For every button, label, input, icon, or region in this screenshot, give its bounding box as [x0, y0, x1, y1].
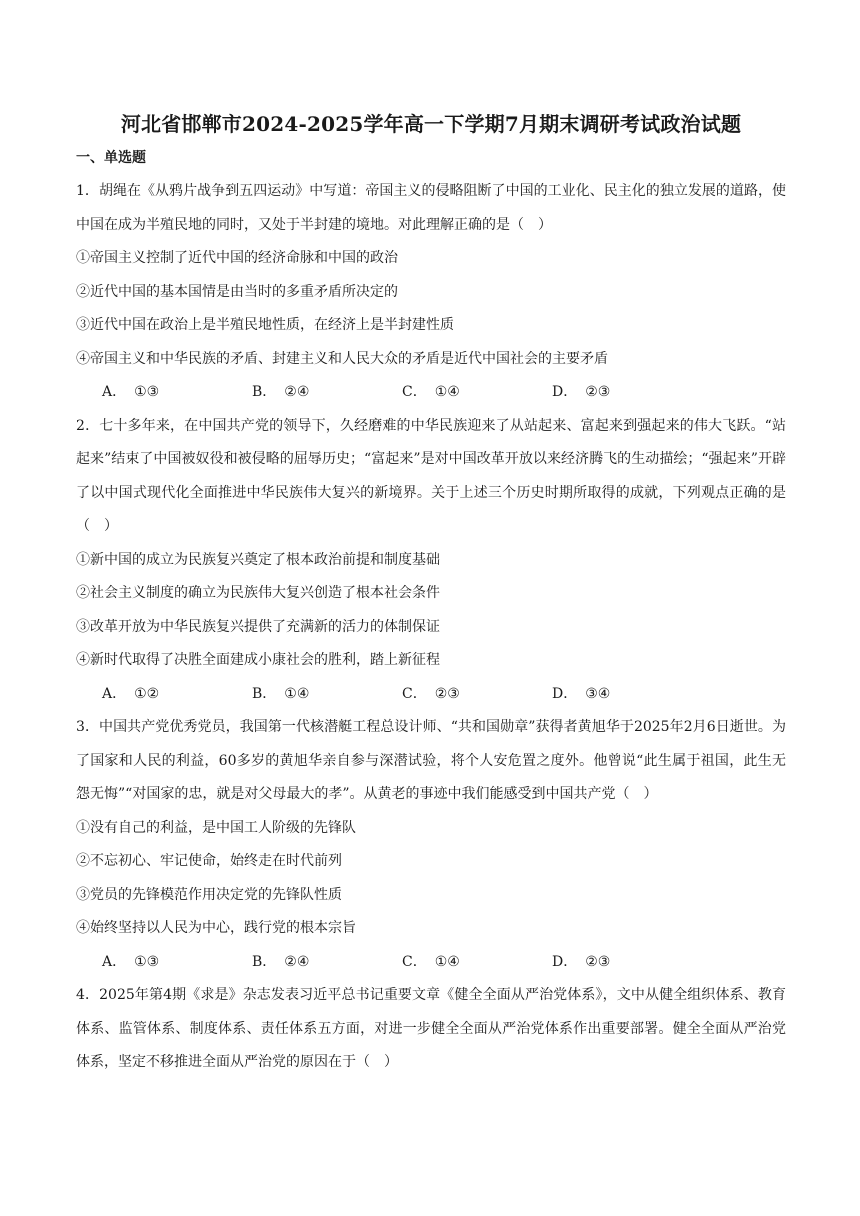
statement-option: ②社会主义制度的确立为民族伟大复兴创造了根本社会条件 — [76, 585, 440, 601]
choice-letter: D． — [552, 685, 578, 702]
choice-text: ①④ — [434, 384, 460, 400]
question-1 — [76, 175, 786, 410]
page-title: 河北省邯郸市2024-2025学年高一下学期7月期末调研考试政治试题 — [120, 112, 742, 136]
choice-text: ①④ — [284, 685, 310, 702]
choice-letter: C． — [402, 384, 427, 400]
statement-option: ③近代中国在政治上是半殖民地性质，在经济上是半封建性质 — [76, 317, 454, 333]
choice-a[interactable] — [102, 678, 252, 712]
choice-text: ②③ — [585, 384, 611, 400]
choice-text: ①③ — [134, 953, 160, 970]
choice-text: ①② — [134, 685, 160, 702]
choice-text: ③④ — [585, 685, 611, 702]
choice-d[interactable] — [552, 678, 702, 712]
question-stem: 4．2025年第4期《求是》杂志发表习近平总书记重要文章《健全全面从严治党体系》，文中从健全组织体系、教育体系、监管体系、制度体系、责任体系五方面，对进一步健全全面从严治党体系作出重要部署。健全全面从严治党体系，坚定不移推进全面从严治党的原因在于（ ） — [76, 987, 786, 1070]
document-page — [76, 108, 786, 1080]
choice-letter: B． — [252, 384, 277, 400]
statement-option: ③党员的先锋模范作用决定党的先锋队性质 — [76, 886, 342, 903]
statement-option: ①新中国的成立为民族复兴奠定了根本政治前提和制度基础 — [76, 551, 440, 568]
choice-text: ②④ — [284, 953, 310, 970]
choice-letter: A． — [102, 953, 127, 970]
choice-letter: B． — [252, 953, 277, 970]
choice-letter: C． — [402, 685, 427, 702]
choice-d[interactable] — [552, 946, 702, 980]
question-2 — [76, 410, 786, 712]
question-4 — [76, 979, 786, 1080]
choice-letter: C． — [402, 953, 427, 970]
answer-choices — [76, 678, 786, 712]
statement-option: ③改革开放为中华民族复兴提供了充满新的活力的体制保证 — [76, 618, 440, 635]
choice-text: ①④ — [434, 953, 460, 970]
choice-b[interactable] — [252, 946, 402, 980]
choice-b[interactable] — [252, 678, 402, 712]
choice-text: ②③ — [434, 685, 460, 702]
choice-text: ②④ — [284, 384, 310, 400]
choice-c[interactable] — [402, 946, 552, 980]
statement-option: ②近代中国的基本国情是由当时的多重矛盾所决定的 — [76, 283, 398, 300]
statement-option: ②不忘初心、牢记使命，始终走在时代前列 — [76, 853, 342, 869]
choice-letter: D． — [552, 953, 578, 970]
statement-option: ④帝国主义和中华民族的矛盾、封建主义和人民大众的矛盾是近代中国社会的主要矛盾 — [76, 350, 608, 367]
choice-c[interactable] — [402, 376, 552, 410]
choice-b[interactable] — [252, 376, 402, 410]
choice-a[interactable] — [102, 376, 252, 410]
choice-a[interactable] — [102, 946, 252, 980]
choice-c[interactable] — [402, 678, 552, 712]
answer-choices — [76, 946, 786, 980]
choice-letter: B． — [252, 685, 277, 702]
question-stem: 1．胡绳在《从鸦片战争到五四运动》中写道：帝国主义的侵略阻断了中国的工业化、民主化的独立发展的道路，使中国在成为半殖民地的同时，又处于半封建的境地。对此理解正确的是（ ） — [76, 183, 786, 233]
answer-choices — [76, 376, 786, 410]
choice-text: ②③ — [585, 953, 611, 970]
statement-option: ①没有自己的利益，是中国工人阶级的先锋队 — [76, 819, 356, 836]
choice-letter: A． — [102, 384, 127, 400]
statement-option: ①帝国主义控制了近代中国的经济命脉和中国的政治 — [76, 250, 398, 266]
statement-option: ④始终坚持以人民为中心，践行党的根本宗旨 — [76, 920, 356, 936]
choice-text: ①③ — [134, 384, 160, 400]
section-heading: 一、单选题 — [76, 150, 146, 166]
question-stem: 2．七十多年来，在中国共产党的领导下，久经磨难的中华民族迎来了从站起来、富起来到强起来的伟大飞跃。“站起来”结束了中国被奴役和被侵略的屈辱历史；“富起来”是对中国改革开放以来经济腾飞的生动描绘；“强起来”开辟了以中国式现代化全面推进中华民族伟大复兴的新境界。关于上述三个历史时期所取得的成就，下列观点正确的是（ ） — [76, 417, 786, 534]
choice-d[interactable] — [552, 376, 702, 410]
question-3 — [76, 711, 786, 979]
choice-letter: D． — [552, 384, 578, 400]
choice-letter: A． — [102, 685, 127, 702]
statement-option: ④新时代取得了决胜全面建成小康社会的胜利，踏上新征程 — [76, 652, 440, 668]
question-stem: 3．中国共产党优秀党员，我国第一代核潜艇工程总设计师、“共和国勋章”获得者黄旭华于2025年2月6日逝世。为了国家和人民的利益，60多岁的黄旭华亲自参与深潜试验，将个人安危置之度外。他曾说“此生属于祖国，此生无怨无悔”“对国家的忠，就是对父母最大的孝”。从黄老的事迹中我们能感受到中国共产党（ ） — [76, 719, 786, 802]
